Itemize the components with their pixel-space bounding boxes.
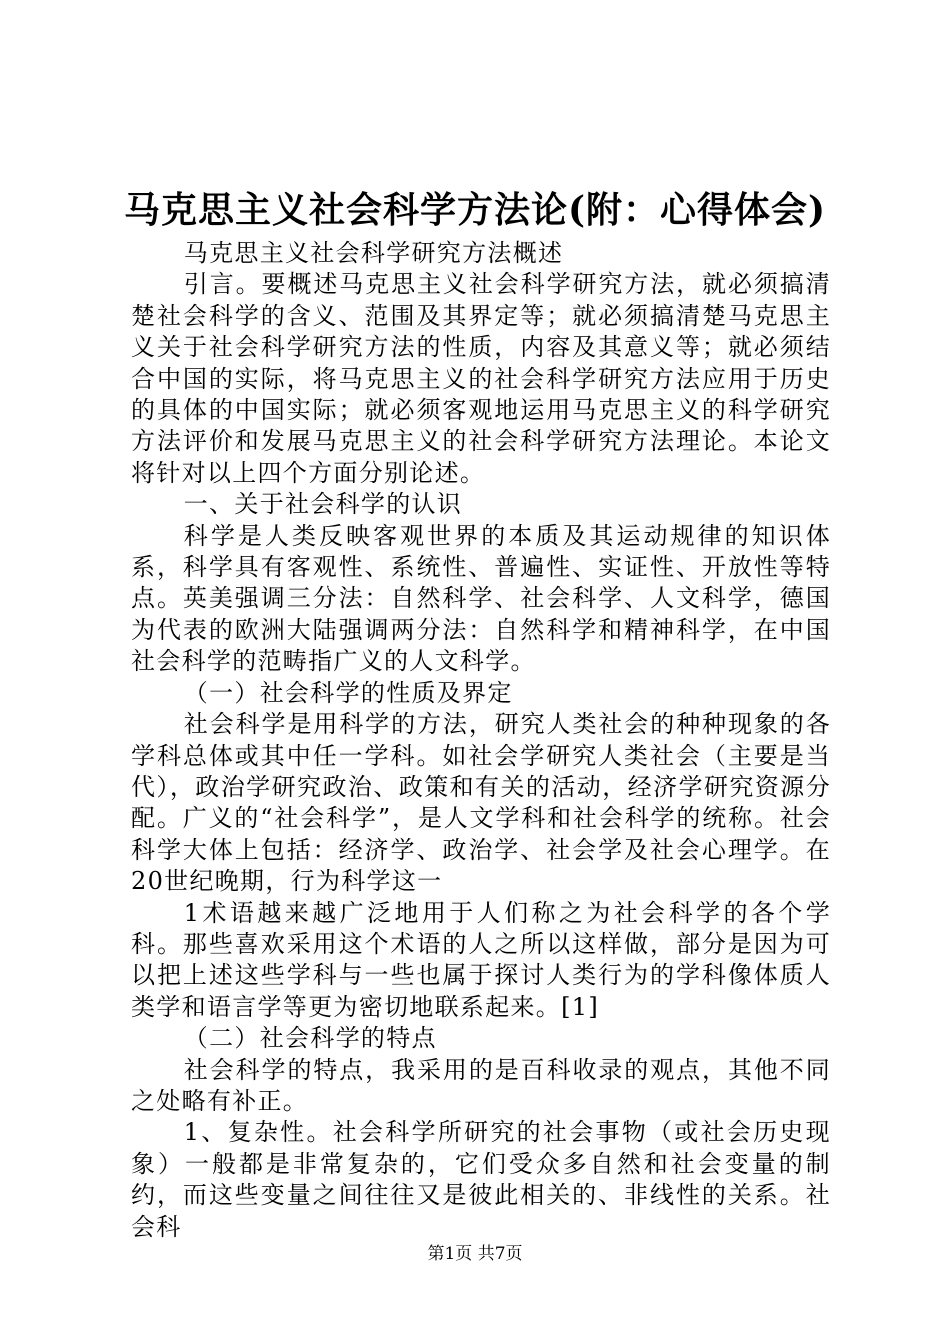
body-paragraph: 科学是人类反映客观世界的本质及其运动规律的知识体系，科学具有客观性、系统性、普遍性、实证性、开放性等特点。英美强调三分法：自然科学、社会科学、人文科学，德国为代表的欧洲大陆强调两分法：自然科学和精神科学，在中国社会科学的范畴指广义的人文科学。 <box>131 521 831 676</box>
document-title: 马克思主义社会科学方法论(附：心得体会) <box>123 189 827 231</box>
document-body <box>131 238 831 1243</box>
subsection-heading-1: （一）社会科学的性质及界定 <box>183 678 513 707</box>
body-paragraph: 社会科学的特点，我采用的是百科收录的观点，其他不同之处略有补正。 <box>131 1055 831 1115</box>
introduction-paragraph: 引言。要概述马克思主义社会科学研究方法，就必须搞清楚社会科学的含义、范围及其界定等；就必须搞清楚马克思主义关于社会科学研究方法的性质，内容及其意义等；就必须结合中国的实际，将马克思主义的社会科学研究方法应用于历史的具体的中国实际；就必须客观地运用马克思主义的科学研究方法评价和发展马克思主义的社会科学研究方法理论。本论文将针对以上四个方面分别论述。 <box>131 270 831 487</box>
body-paragraph: 1、复杂性。社会科学所研究的社会事物（或社会历史现象）一般都是非常复杂的，它们受众多自然和社会变量的制约，而这些变量之间往往又是彼此相关的、非线性的关系。社会科 <box>131 1118 831 1241</box>
page-footer: 第1页 共7页 <box>427 1244 523 1264</box>
subsection-heading-2: （二）社会科学的特点 <box>183 1024 437 1053</box>
subtitle-paragraph: 马克思主义社会科学研究方法概述 <box>183 239 564 267</box>
body-paragraph: 社会科学是用科学的方法，研究人类社会的种种现象的各学科总体或其中任一学科。如社会学研究人类社会（主要是当代），政治学研究政治、政策和有关的活动，经济学研究资源分配。广义的“社会科学”，是人文学科和社会科学的统称。社会科学大体上包括：经济学、政治学、社会学及社会心理学。在20世纪晚期，行为科学这一 <box>131 710 831 896</box>
body-paragraph: 1术语越来越广泛地用于人们称之为社会科学的各个学科。那些喜欢采用这个术语的人之所以这样做，部分是因为可以把上述这些学科与一些也属于探讨人类行为的学科像体质人类学和语言学等更为密切地联系起来。[1] <box>131 898 831 1021</box>
section-heading-1: 一、关于社会科学的认识 <box>183 490 463 519</box>
